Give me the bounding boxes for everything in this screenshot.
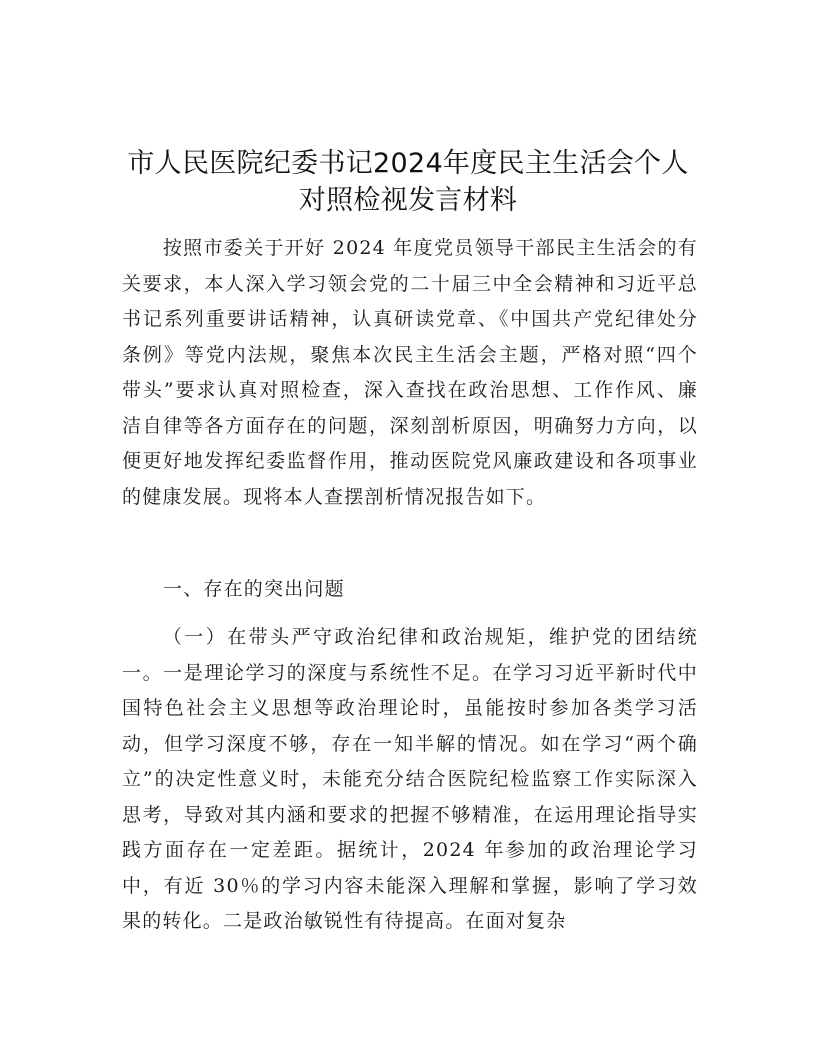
section-heading: 一、存在的突出问题 <box>163 578 345 600</box>
problem-paragraph-1: （一）在带头严守政治纪律和政治规矩，维护党的团结统一。一是理论学习的深度与系统性不足。在学习习近平新时代中国特色社会主义思想等政治理论时，虽能按时参加各类学习活动，但学习深度不够，存在一知半解的情况。如在学习“两个确立”的决定性意义时，未能充分结合医院纪检监察工作实际深入思考，导致对其内涵和要求的把握不够精准，在运用理论指导实践方面存在一定差距。据统计，2024 年参加的政治理论学习中，有近 30％的学习内容未能深入理解和掌握，影响了学习效果的转化。二是政治敏锐性有待提高。在面对复杂 <box>122 626 698 932</box>
intro-paragraph: 按照市委关于开好 2024 年度党员领导干部民主生活会的有关要求，本人深入学习领会党的二十届三中全会精神和习近平总书记系列重要讲话精神，认真研读党章、《中国共产党纪律处分条例》等党内法规，聚焦本次民主生活会主题，严格对照“四个带头”要求认真对照检查，深入查找在政治思想、工作作风、廉洁自律等各方面存在的问题，深刻剖析原因，明确努力方向，以便更好地发挥纪委监督作用，推动医院党风廉政建设和各项事业的健康发展。现将本人查摆剖析情况报告如下。 <box>122 237 698 508</box>
document-title-line-1: 市人民医院纪委书记2024年度民主生活会个人 <box>127 148 689 179</box>
document-title-line-2: 对照检视发言材料 <box>298 185 518 216</box>
